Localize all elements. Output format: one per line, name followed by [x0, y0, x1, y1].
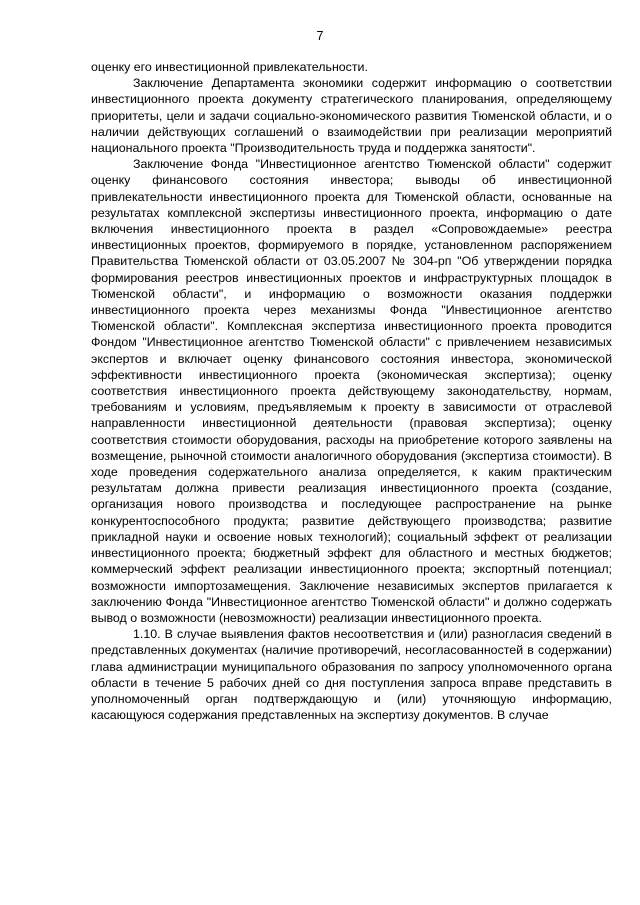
paragraph-economy-department-conclusion: Заключение Департамента экономики содержит информацию о соответствии инвестиционного проекта документу стратегического планирования, определяющему приоритеты, цели и задачи социально-экономического развития Тюменской области, и о наличии действующих соглашений о взаимодействии при реализации мероприятий национального проекта "Производительность труда и поддержка занятости".	[91, 76, 612, 156]
document-body	[91, 59, 612, 723]
paragraph-investment-agency-conclusion: Заключение Фонда "Инвестиционное агентство Тюменской области" содержит оценку финансового состояния инвестора; выводы об инвестиционной привлекательности инвестиционного проекта для Тюменской области, основанные на результатах комплексной экспертизы инвестиционного проекта, информацию о дате включения инвестиционного проекта в раздел «Сопровождаемые» реестра инвестиционных проектов, формируемого в порядке, установленном распоряжением Правительства Тюменской области от 03.05.2007 № 304-рп "Об утверждении порядка формирования реестров инвестиционных проектов и инфраструктурных площадок в Тюменской области", и информацию о возможности оказания поддержки инвестиционного проекта через механизмы Фонда "Инвестиционное агентство Тюменской области". Комплексная экспертиза инвестиционного проекта проводится Фондом "Инвестиционное агентство Тюменской области" с привлечением независимых экспертов и включает оценку финансового состояния инвестора, экономической эффективности инвестиционного проекта (экономическая экспертиза); оценку соответствия инвестиционного проекта действующему законодательству, нормам, требованиям и условиям, предъявляемым к проекту в зависимости от отраслевой направленности инвестиционной деятельности (правовая экспертиза); оценку соответствия стоимости оборудования, расходы на приобретение которого заявлены на возмещение, рыночной стоимости аналогичного оборудования (экспертиза стоимости). В ходе проведения содержательного анализа определяется, к каким практическим результатам должна привести реализация инвестиционного проекта (создание, организация нового производства и последующее распространение на рынке конкурентоспособного продукта; развитие действующего производства; развитие прикладной науки и освоение новых технологий); социальный эффект от реализации инвестиционного проекта; бюджетный эффект для областного и местных бюджетов; коммерческий эффект реализации инвестиционного проекта; экспортный потенциал; возможности импортозамещения. Заключение независимых экспертов прилагается к заключению Фонда "Инвестиционное агентство Тюменской области" и должно содержать вывод о возможности (невозможности) реализации инвестиционного проекта.	[91, 157, 612, 625]
paragraph-continuation: оценку его инвестиционной привлекательности.	[91, 60, 368, 74]
page-number: 7	[316, 29, 324, 43]
paragraph-1-10: 1.10. В случае выявления фактов несоответствия и (или) разногласия сведений в представленных документах (наличие противоречий, несогласованностей в содержании) глава администрации муниципального образования по запросу уполномоченного органа области в течение 5 рабочих дней со дня поступления запроса вправе представить в уполномоченный орган подтверждающую и (или) уточняющую информацию, касающуюся содержания представленных на экспертизу документов. В случае	[91, 627, 612, 723]
